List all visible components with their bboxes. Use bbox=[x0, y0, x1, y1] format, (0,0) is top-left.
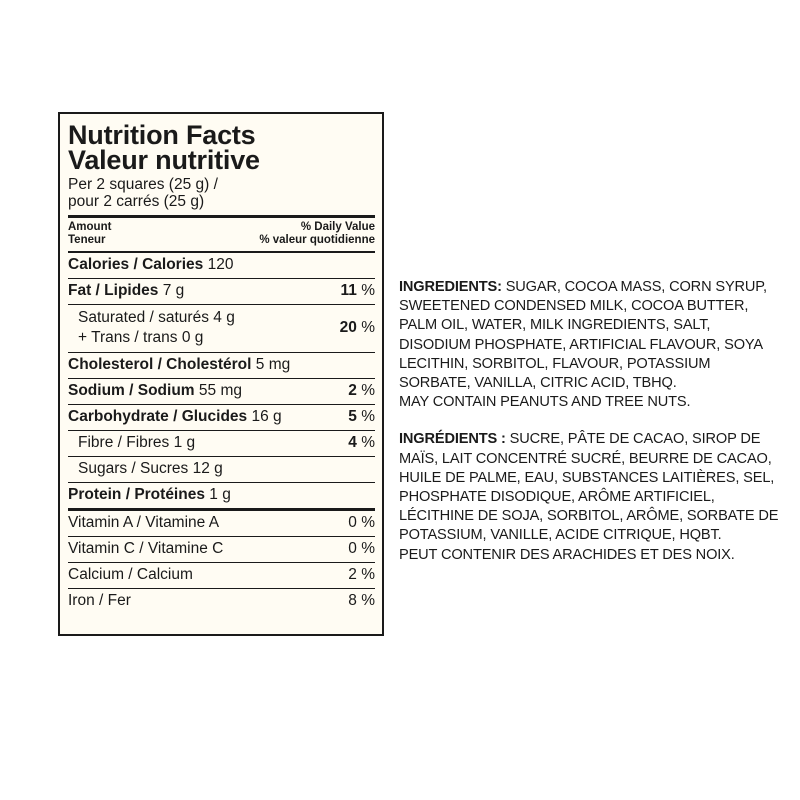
row-iron bbox=[68, 588, 375, 614]
sodium-dv-unit: % bbox=[361, 382, 375, 399]
title-fr: Valeur nutritive bbox=[68, 145, 260, 175]
calcium-dv: 2 bbox=[348, 566, 357, 583]
row-calcium bbox=[68, 562, 375, 588]
ingredients-gap bbox=[399, 412, 781, 430]
serving-line-1: Per 2 squares (25 g) / bbox=[68, 176, 218, 193]
fibre-label: Fibre / Fibres bbox=[78, 434, 170, 451]
row-cholesterol bbox=[68, 352, 375, 378]
ingredients-fr bbox=[399, 430, 781, 545]
sodium-amount: 55 mg bbox=[198, 382, 242, 399]
fibre-dv-unit: % bbox=[361, 434, 375, 451]
column-header bbox=[68, 218, 375, 251]
cholesterol-amount: 5 mg bbox=[255, 356, 291, 373]
ingredients-fr-text: SUCRE, PÂTE DE CACAO, SIROP DE MAÏS, LAIT CONCENTRÉ SUCRÉ, BEURRE DE CACAO, HUILE DE PALME, EAU, SUBSTANCES LAITIÈRES, SEL, PHOSPHATE DISODIQUE, ARÔME ARTIFICIEL, LÉCITHINE DE SOJA, SORBITOL, ARÔME, SORBATE DE POTASSIUM, VANILLE, ACIDE CITRIQUE, HQBT. bbox=[399, 431, 779, 544]
trans-label: + Trans / trans bbox=[78, 329, 178, 346]
nutrient-rows bbox=[68, 253, 375, 508]
serving-line-2: pour 2 carrés (25 g) bbox=[68, 193, 205, 210]
row-vitamin-a bbox=[68, 511, 375, 536]
sat-trans-dv-unit: % bbox=[361, 319, 375, 336]
title-en: Nutrition Facts bbox=[68, 120, 256, 150]
iron-dv: 8 bbox=[348, 592, 357, 609]
row-protein bbox=[68, 482, 375, 508]
nutrition-facts-panel bbox=[58, 112, 384, 636]
trans-amount: 0 g bbox=[181, 329, 204, 346]
carbohydrate-label: Carbohydrate / Glucides bbox=[68, 408, 248, 425]
calories-amount: 120 bbox=[207, 256, 234, 273]
vitamin-c-unit: % bbox=[361, 540, 375, 557]
row-sodium bbox=[68, 378, 375, 404]
cholesterol-label: Cholesterol / Cholestérol bbox=[68, 356, 252, 373]
ingredients-en-label: INGREDIENTS: bbox=[399, 279, 502, 295]
vitamin-rows bbox=[68, 511, 375, 614]
row-fat bbox=[68, 278, 375, 304]
ingredients-en bbox=[399, 278, 781, 393]
sugars-label: Sugars / Sucres bbox=[78, 460, 189, 477]
valeur-quotidienne-label: % valeur quotidienne bbox=[259, 234, 375, 246]
ingredients-block bbox=[399, 278, 781, 565]
sodium-label: Sodium / Sodium bbox=[68, 382, 195, 399]
carbohydrate-dv-unit: % bbox=[361, 408, 375, 425]
ingredients-fr-warning: PEUT CONTENIR DES ARACHIDES ET DES NOIX. bbox=[399, 546, 735, 563]
sat-trans-dv: 20 bbox=[339, 319, 357, 336]
fibre-amount: 1 g bbox=[173, 434, 196, 451]
sodium-dv: 2 bbox=[348, 382, 357, 399]
protein-label: Protein / Protéines bbox=[68, 486, 205, 503]
sugars-amount: 12 g bbox=[192, 460, 223, 477]
ingredients-en-warning: MAY CONTAIN PEANUTS AND TREE NUTS. bbox=[399, 394, 691, 411]
daily-value-label: % Daily Value bbox=[300, 221, 375, 233]
row-vitamin-c bbox=[68, 536, 375, 562]
vitamin-c-dv: 0 bbox=[348, 540, 357, 557]
saturated-label: Saturated / saturés bbox=[78, 309, 209, 326]
vitamin-a-unit: % bbox=[361, 514, 375, 531]
ingredients-en-text: SUGAR, COCOA MASS, CORN SYRUP, SWEETENED CONDENSED MILK, COCOA BUTTER, PALM OIL, WATER, MILK INGREDIENTS, SALT, DISODIUM PHOSPHATE, ARTIFICIAL FLAVOUR, SOYA LECITHIN, SORBITOL, FLAVOUR, POTASSIUM SORBATE, VANILLA, CITRIC ACID, TBHQ. bbox=[399, 279, 767, 392]
fat-dv: 11 bbox=[340, 282, 357, 299]
fat-amount: 7 g bbox=[162, 282, 185, 299]
vitamin-a-dv: 0 bbox=[348, 514, 357, 531]
carbohydrate-amount: 16 g bbox=[251, 408, 282, 425]
protein-amount: 1 g bbox=[209, 486, 231, 503]
row-carbohydrate bbox=[68, 404, 375, 430]
carbohydrate-dv: 5 bbox=[348, 408, 357, 425]
row-calories bbox=[68, 253, 375, 278]
iron-label: Iron / Fer bbox=[68, 592, 131, 609]
fat-dv-unit: % bbox=[361, 282, 375, 299]
row-fibre bbox=[68, 430, 375, 456]
vitamin-a-label: Vitamin A / Vitamine A bbox=[68, 514, 220, 531]
row-saturated-trans bbox=[68, 304, 375, 352]
ingredients-fr-label: INGRÉDIENTS : bbox=[399, 431, 506, 448]
fibre-dv: 4 bbox=[348, 434, 357, 451]
teneur-label: Teneur bbox=[68, 234, 106, 246]
amount-label: Amount bbox=[68, 221, 112, 233]
serving-size bbox=[68, 176, 375, 210]
calcium-unit: % bbox=[361, 566, 375, 583]
row-sugars bbox=[68, 456, 375, 482]
fat-label: Fat / Lipides bbox=[68, 282, 159, 299]
vitamin-c-label: Vitamin C / Vitamine C bbox=[68, 540, 224, 557]
saturated-amount: 4 g bbox=[213, 309, 235, 326]
calcium-label: Calcium / Calcium bbox=[68, 566, 193, 583]
iron-unit: % bbox=[361, 592, 375, 609]
calories-label: Calories / Calories bbox=[68, 256, 204, 273]
